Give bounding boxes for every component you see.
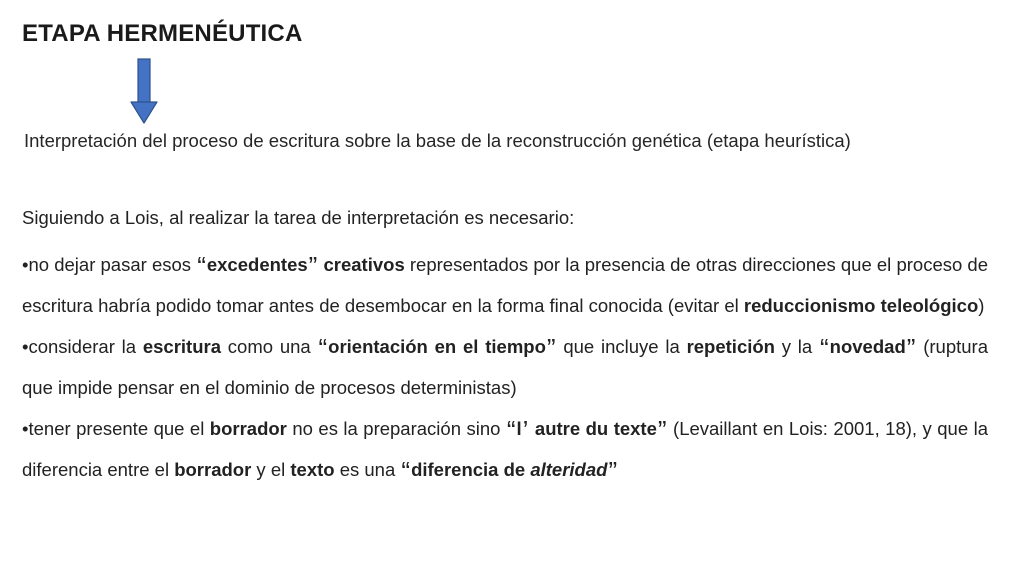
text-run: como una [221,336,318,357]
bold-run: l [516,418,522,439]
bold-run: borrador [209,418,287,439]
bullet-list [22,244,988,490]
bold-run: creativos [318,254,405,275]
intro-text: Siguiendo a Lois, al realizar la tarea de interpretación es necesario: [22,207,575,228]
bold-run: texto [290,459,335,480]
text-run: (Levaillant en Lois: 2001, 18), y que la diferencia entre el [22,418,988,480]
down-arrow-icon [130,58,158,124]
text-run: que incluye la [556,336,687,357]
text-run: considerar la [28,336,143,357]
open-quote: “ [820,333,829,363]
bold-run: diferencia de [411,459,531,480]
open-quote: “ [506,415,516,445]
bold-run: reduccionismo teleológico [743,295,979,316]
bold-run: excedentes [206,254,308,275]
text-run: y la [774,336,819,357]
bullet-marker: • [22,254,29,275]
text-run: no dejar pasar esos [28,254,197,275]
text-run: y el [251,459,291,480]
close-quote: ” [546,333,556,363]
close-quote: ” [906,333,916,363]
apostrophe: ’ [522,415,529,445]
bullet-marker: • [22,418,29,439]
bold-run: autre du texte [529,418,657,439]
text-run: (ruptura que impide pensar en el dominio de procesos deterministas) [22,336,988,398]
text-run: no es la preparación sino [286,418,506,439]
bullet-item-2 [22,326,988,408]
text-run: representados por la presencia de otras direcciones que el proceso de escritura habría podido tomar antes de desembocar en la forma final conocida (evitar el [22,254,988,316]
close-quote: ” [308,251,318,281]
text-run: ) [978,295,985,316]
subtitle: Interpretación del proceso de escritura sobre la base de la reconstrucción genética (etapa heurística) [24,130,851,151]
text-run: tener presente que el [28,418,210,439]
bold-italic-run [530,459,607,480]
bold-run: repetición [686,336,775,357]
bold-run: orientación en el tiempo [328,336,546,357]
open-quote: “ [401,456,411,486]
close-quote: ” [657,415,667,445]
open-quote: “ [197,251,206,281]
bold-run: escritura [142,336,221,357]
bullet-item-1 [22,244,988,326]
bullet-item-3 [22,408,988,490]
italic-run: alteridad [530,459,608,480]
text-run: es una [334,459,401,480]
bold-run: borrador [174,459,252,480]
bullet-marker: • [22,336,29,357]
close-quote: ” [608,456,618,486]
slide-title: ETAPA HERMENÉUTICA [22,20,303,47]
bold-run: novedad [829,336,906,357]
open-quote: “ [318,333,328,363]
